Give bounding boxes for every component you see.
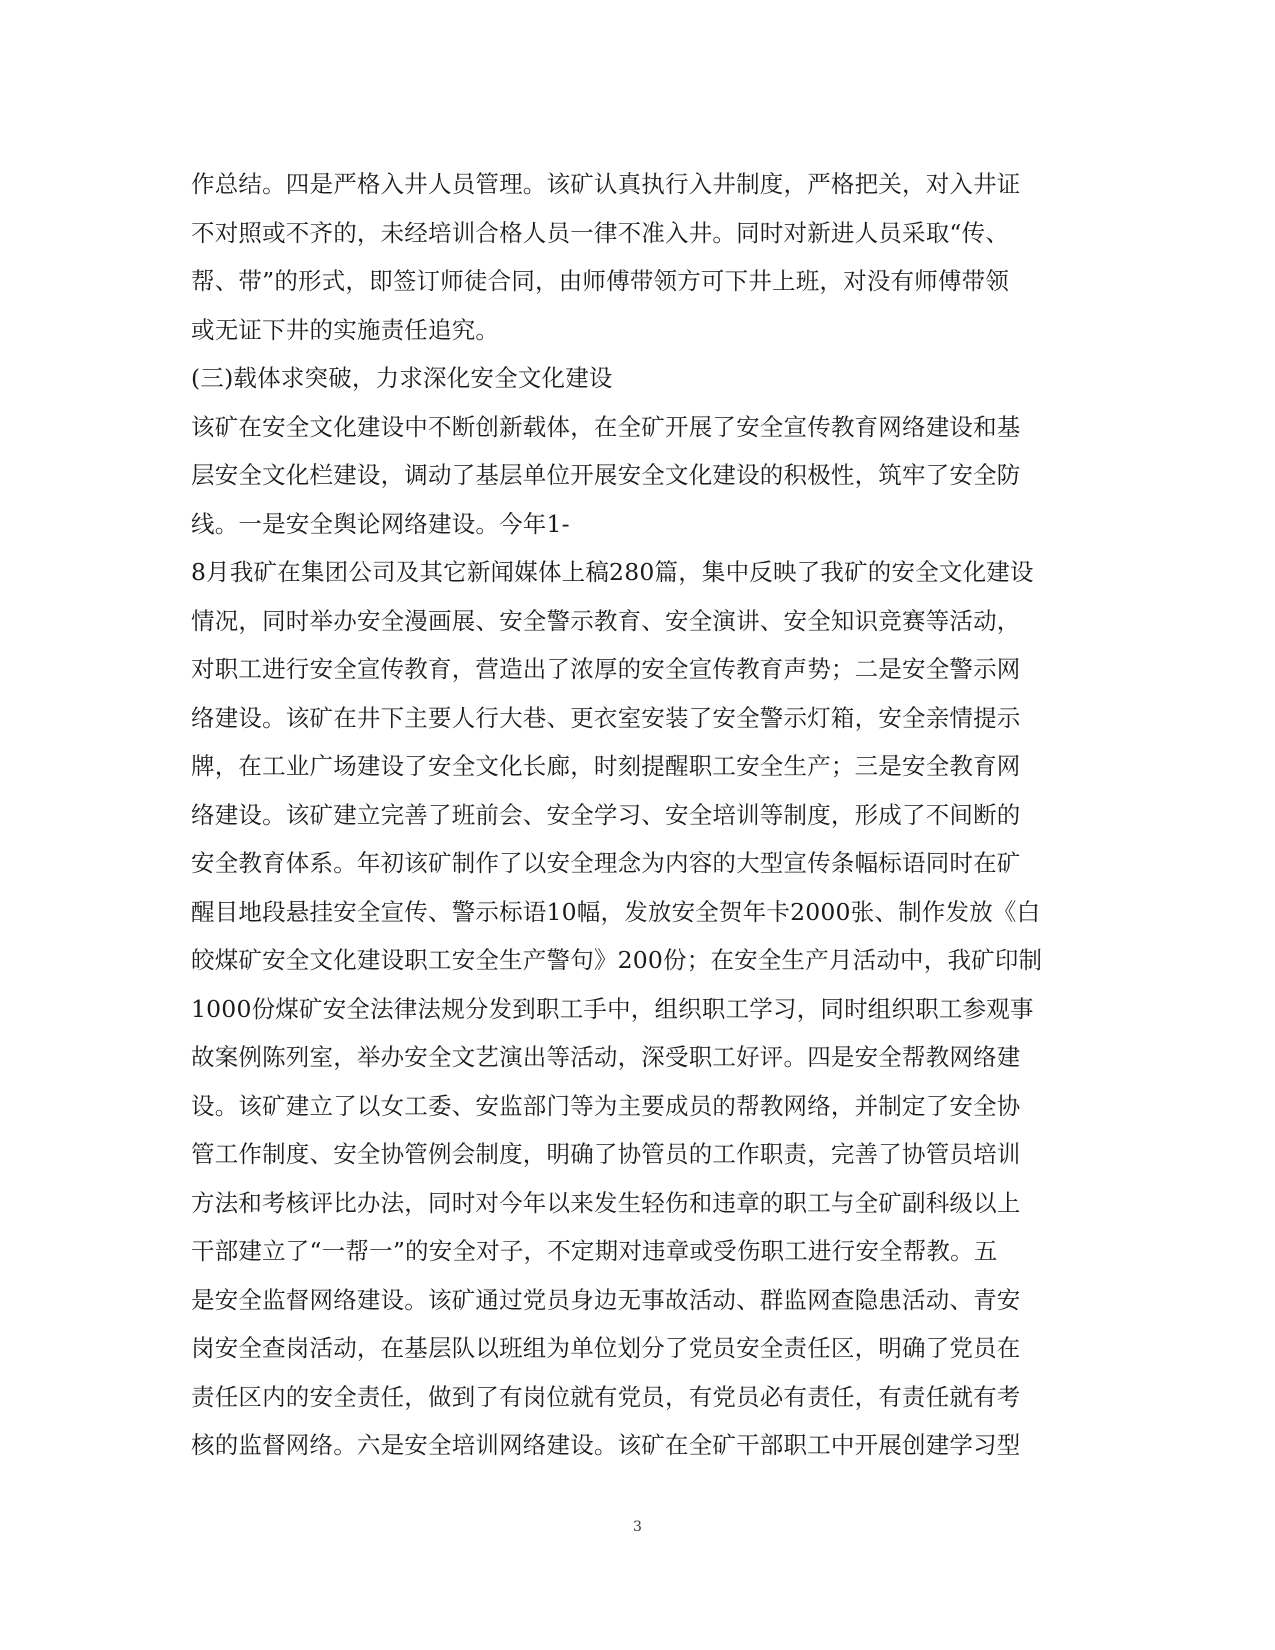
text-line: 核的监督网络。六是安全培训网络建设。该矿在全矿干部职工中开展创建学习型 <box>191 1431 1021 1459</box>
text-line: 是安全监督网络建设。该矿通过党员身边无事故活动、群监网查隐患活动、青安 <box>191 1285 1021 1314</box>
text-line: 或无证下井的实施责任追究。 <box>191 315 500 344</box>
section-heading: (三)载体求突破，力求深化安全文化建设 <box>191 364 613 392</box>
text-line: 牌，在工业广场建设了安全文化长廊，时刻提醒职工安全生产；三是安全教育网 <box>191 752 1021 780</box>
text-line: 线。一是安全舆论网络建设。今年1- <box>191 509 570 538</box>
text-line: 责任区内的安全责任，做到了有岗位就有党员，有党员必有责任，有责任就有考 <box>191 1382 1021 1411</box>
text-line: 该矿在安全文化建设中不断创新载体，在全矿开展了安全宣传教育网络建设和基 <box>191 412 1021 441</box>
text-line: 管工作制度、安全协管例会制度，明确了协管员的工作职责，完善了协管员培训 <box>191 1140 1021 1168</box>
text-line: 故案例陈列室，举办安全文艺演出等活动，深受职工好评。四是安全帮教网络建 <box>191 1043 1021 1071</box>
text-line: 岗安全查岗活动，在基层队以班组为单位划分了党员安全责任区，明确了党员在 <box>191 1334 1021 1362</box>
text-line: 络建设。该矿建立完善了班前会、安全学习、安全培训等制度，形成了不间断的 <box>191 800 1021 829</box>
text-line: 1000份煤矿安全法律法规分发到职工手中，组织职工学习，同时组织职工参观事 <box>191 994 1034 1023</box>
text-line: 对职工进行安全宣传教育，营造出了浓厚的安全宣传教育声势；二是安全警示网 <box>191 655 1021 683</box>
text-line: 作总结。四是严格入井人员管理。该矿认真执行入井制度，严格把关，对入井证 <box>191 170 1021 198</box>
text-line: 安全教育体系。年初该矿制作了以安全理念为内容的大型宣传条幅标语同时在矿 <box>191 849 1021 877</box>
text-line: 醒目地段悬挂安全宣传、警示标语10幅，发放安全贺年卡2000张、制作发放《白 <box>191 897 1041 926</box>
body-text <box>191 160 1071 1470</box>
text-line: 方法和考核评比办法，同时对今年以来发生轻伤和违章的职工与全矿副科级以上 <box>191 1188 1021 1217</box>
text-line: 层安全文化栏建设，调动了基层单位开展安全文化建设的积极性，筑牢了安全防 <box>191 461 1021 489</box>
page-number: 3 <box>633 1519 642 1535</box>
text-line: 络建设。该矿在井下主要人行大巷、更衣室安装了安全警示灯箱，安全亲情提示 <box>191 703 1021 732</box>
text-line: 情况，同时举办安全漫画展、安全警示教育、安全演讲、安全知识竞赛等活动， <box>191 606 1021 635</box>
text-line: 不对照或不齐的，未经培训合格人员一律不准入井。同时对新进人员采取“传、 <box>191 218 1010 247</box>
text-line: 8月我矿在集团公司及其它新闻媒体上稿280篇，集中反映了我矿的安全文化建设 <box>191 558 1034 586</box>
text-line: 皎煤矿安全文化建设职工安全生产警句》200份；在安全生产月活动中，我矿印制 <box>191 946 1043 974</box>
text-line: 干部建立了“一帮一”的安全对子，不定期对违章或受伤职工进行安全帮教。五 <box>191 1237 998 1265</box>
text-line: 帮、带”的形式，即签订师徒合同，由师傅带领方可下井上班，对没有师傅带领 <box>191 267 1010 295</box>
text-line: 设。该矿建立了以女工委、安监部门等为主要成员的帮教网络，并制定了安全协 <box>191 1091 1021 1120</box>
